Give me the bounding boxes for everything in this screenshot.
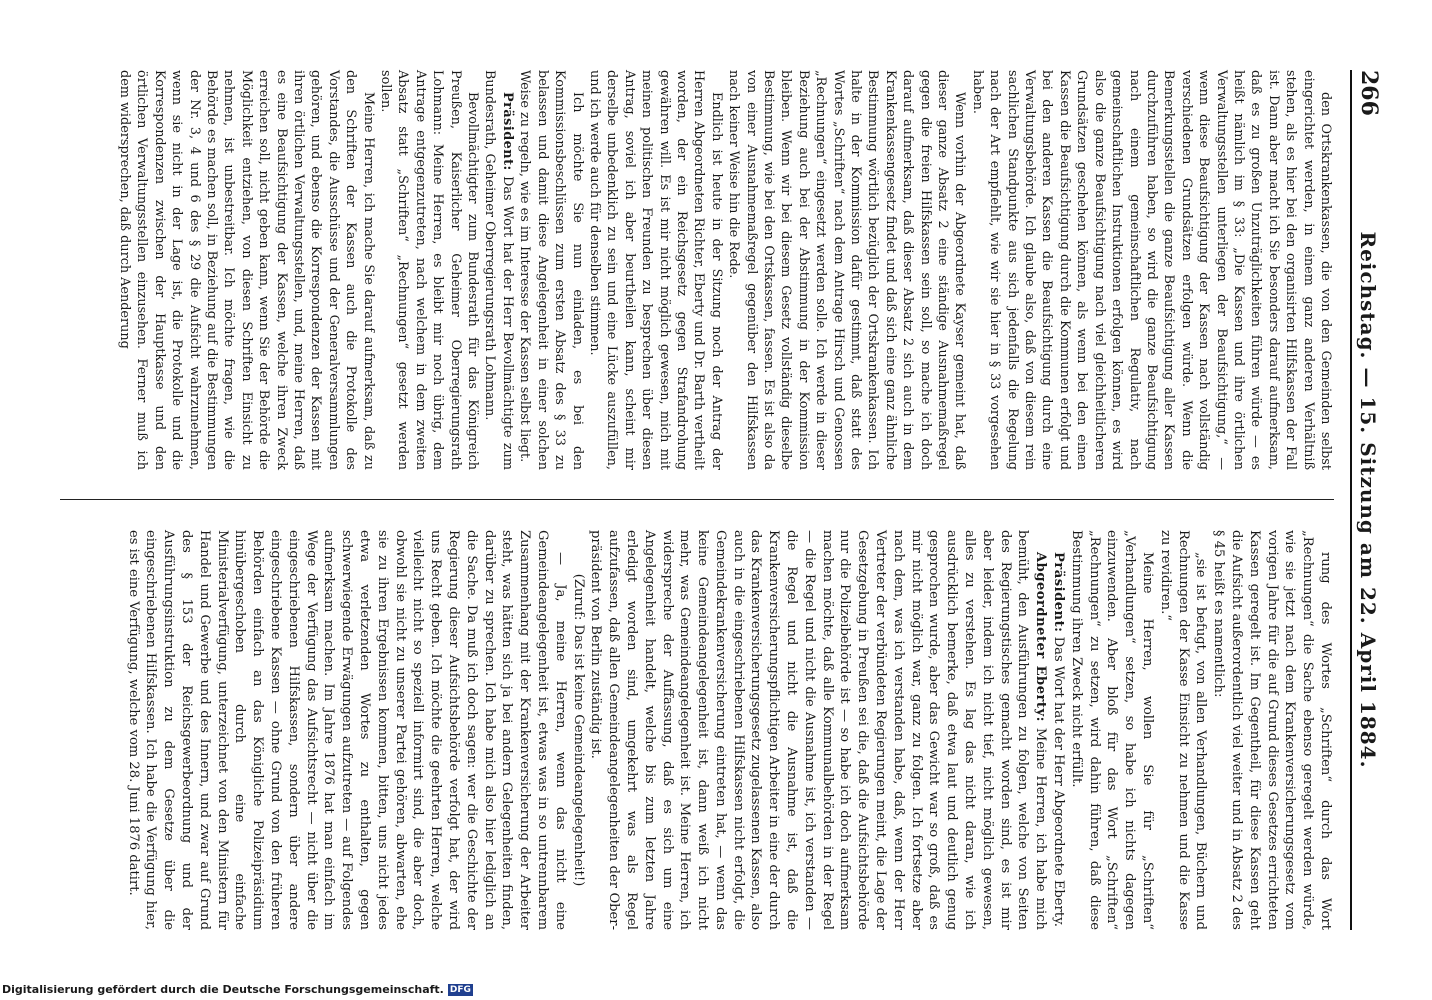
speaker-name: Präsident: bbox=[1051, 552, 1067, 633]
paragraph bbox=[1049, 530, 1067, 930]
paragraph bbox=[587, 530, 1050, 930]
paragraph-text: „sie ist befugt, von allen Verhandlungen, Büchern und Rechnungen der Kasse Einsicht zu nehmen und die Kasse zu revidiren.“ bbox=[1157, 530, 1209, 930]
paragraph bbox=[1156, 530, 1209, 930]
column-divider bbox=[60, 499, 1334, 500]
speaker-name: Präsident: bbox=[499, 92, 515, 171]
paragraph bbox=[725, 70, 969, 470]
credit-text: Digitalisierung gefördert durch die Deutsche Forschungsgemeinschaft. bbox=[2, 983, 444, 996]
paragraph bbox=[124, 530, 569, 930]
paragraph-text: Das Wort hat der Herr Bevollmächtigte zum Bundesrath, Geheimer Oberregierungsrath Lohmann. bbox=[482, 70, 515, 470]
paragraph-text: (Zuruf: Das ist keine Gemeindeangelegenheit!) bbox=[570, 573, 586, 887]
paragraph bbox=[569, 530, 587, 930]
paragraph bbox=[116, 70, 377, 470]
paragraph-text: den Ortskrankenkassen, die von den Gemeinden selbst eingerichtet werden, in einem ganz anderen Verhältniß stehen, als es hier bei den organisirten Hilfskassen der Fall ist. Dann aber macht ich Sie besonders darauf aufmerksam, daß es zu großen Unzuträglichkeiten führen würde — es heißt nämlich im § 33: „Die Kassen und ihre örtlichen Verwaltungsstellen unterliegen der Beaufsichtigung,“ — wenn diese Beaufsichtigung der Kassen nach vollständig verschiedenen Grundsätzen erfolgen würde. Wenn die Bemerkungsstellen die ganze Beaufsichtigung aller Kassen durchzuführen haben, so wird die ganze Beaufsichtigung nach einem gemeinschaftlichen Regulativ, nach gemeinschaftlichen Instruktionen erfolgen können, es wird also die ganze Beaufsichtigung nach viel gleichheitlicheren Grundsätzen geschehen können, als wenn bei den einen Kassen die Beaufsichtigung durch die Kommunen erfolgt und bei den anderen Kassen die Beaufsichtigung durch eine Verwaltungsbehörde. Ich glaube also, daß von diesem rein sachlichen Standpunkte aus sich jedenfalls die Regelung nach der Art empfiehlt, wie wir sie hier in § 33 vorgesehen haben. bbox=[969, 70, 1333, 470]
text-column-left bbox=[60, 70, 1334, 470]
paragraph-text: rung des Wortes „Schriften“ durch das Wort „Rechnungen“ die Sache ebenso geregelt werden würde, wie sie jetzt nach dem Krankenversicherungsgesetz vom vorigen Jahre für die auf Grund dieses Gesetzes errichteten Kassen geregelt ist. Im Gegentheil, für diese Kassen geht die Aufsicht außerordentlich viel weiter und in Absatz 2 des § 45 heißt es namentlich: bbox=[1211, 530, 1333, 930]
paragraph bbox=[516, 70, 586, 470]
paragraph bbox=[1067, 530, 1156, 930]
paragraph bbox=[377, 70, 481, 470]
paragraph bbox=[481, 70, 516, 470]
paragraph-text: Das Wort hat der Herr Abgeordnete Eberty. bbox=[1051, 636, 1067, 927]
digitization-credit bbox=[2, 983, 473, 996]
paragraph bbox=[586, 70, 725, 470]
paragraph bbox=[968, 70, 1334, 470]
dfg-logo: DFG bbox=[449, 985, 471, 995]
paragraph-text: Meine Herren, wollen Sie für „Schriften“ „Verhandlungen“ setzen, so habe ich nichts dagegen einzuwenden. Aber bloß für das Wort „Schriften“ „Rechnungen“ zu setzen, wird dahin führen, daß diese Bestimmung ihren Zweck nicht erfüllt. bbox=[1068, 530, 1156, 930]
paragraph-text: Ich möchte Sie nun einladen, es bei den Kommissionsbeschlüssen zum ersten Absatz des § 33 zu belassen und damit diese Angelegenheit in einer solchen Weise zu regeln, wie es im Interesse der Kassen selbst liegt. bbox=[517, 70, 585, 470]
paragraph-text: — Ja, meine Herren, wenn das nicht eine Gemeindeangelegenheit ist, etwas was in so untrennbarem Zusammenhang mit der Krankenversicherung der Arbeiter steht, was hätten sich ja bei andern Gelegenheiten finden, darüber zu sprechen. Ich habe mich also hier lediglich an die Sache. Da muß ich doch sagen: wer die Geschichte der Regierung dieser Aufsichtsbehörde verfolgt hat, der wird uns Recht geben. Ich möchte die geehrten Herren, welche vielleicht nicht so speziell informirt sind, die aber doch, obwohl sie nicht zu unserer Partei gehören, abwarten, ehe sie zu ihren Ergebnissen kommen, bitten, uns nicht jedes etwa verletzenden Wortes zu enthalten, gegen schwerwiegende Erwägungen aufzutreten — auf Folgendes aufmerksam machen. Im Jahre 1876 hat man einfach im Wege der Verfügung das Aufsichtsrecht — nicht über die eingeschriebenen Hilfskassen, sondern über andere eingeschriebene Kassen — ohne Grund von den früheren Behörden einfach an das Königliche Polizeipräsidium hinübergeschoben durch eine einfache Ministerialverfügung, unterzeichnet von den Ministern für Handel und Gewerbe und des Innern, und zwar auf Grund des § 153 der Reichsgewerbeordnung und der Ausführungsinstruktion zu dem Gesetze über die eingeschriebenen Hilfskassen. Ich habe die Verfügung hier, es ist eine Verfügung, welche vom 28. Juni 1876 datirt. bbox=[125, 530, 568, 930]
page-header bbox=[1350, 70, 1382, 930]
speaker-name: Abgeordneter Eberty: bbox=[1033, 552, 1049, 722]
page-number: 266 bbox=[1356, 70, 1382, 116]
paragraph-text: Bevollmächtigter zum Bundesrath für das Königreich Preußen, Kaiserlicher Geheimer Oberregierungsrath Lohmann: Meine Herren, es bleibt mir noch übrig, dem Antrage entgegenzutreten, nach welchem in dem zweiten Absatz statt „Schriften“ „Rechnungen“ gesetzt werden sollen. bbox=[378, 70, 481, 470]
text-column-right bbox=[60, 530, 1334, 930]
paragraph-text: Endlich ist heute in der Sitzung noch der Antrag der Herren Abgeordneten Richter, Eberty und Dr. Barth vertheilt worden, der ein Reichsgesetz gegen Strafandrohung gewähren will. Es ist mir nicht möglich gewesen, mich mit meinen politischen Freunden zu besprechen über diesen Antrag, soviel ich aber beurtheilen kann, scheint mir derselbe unbedenklich zu sein und eine Lücke auszufüllen, und ich werde auch für denselben stimmen. bbox=[586, 70, 724, 470]
paragraph-text: Meine Herren, ich mache Sie darauf aufmerksam, daß zu den Schriften der Kassen auch die Protokolle des Vorstandes, die Ausschüsse und der Generalversammlungen gehören, und ebenso die Korrespondenzen der Kassen mit ihren örtlichen Verwaltungsstellen, und, meine Herren, daß es eine Beaufsichtigung der Kassen, welche ihren Zweck erreichen soll, nicht geben kann, wenn Sie der Behörde die Möglichkeit entziehen, von diesen Schriften Einsicht zu nehmen, ist unbestreitbar. Ich möchte fragen, wie die Behörde es machen soll, in Beziehung auf die Bestimmungen der Nr. 3, 4 und 6 des § 29 die Aufsicht wahrzunehmen, wenn sie nicht in der Lage ist, die Protokolle und die Korrespondenzen zwischen der Hauptkasse und den örtlichen Verwaltungsstellen einzusehen. Ferner muß ich dem widersprechen, daß durch Aenderung bbox=[116, 70, 376, 470]
paragraph bbox=[1209, 530, 1334, 930]
paragraph-text: Wenn vorhin der Abgeordnete Kayser gemeint hat, daß dieser ganze Absatz 2 eine ständige Ausnahmemaßregel gegen die freien Hilfskassen sein soll, so mache ich doch darauf aufmerksam, daß dieser Absatz 2 sich auch in dem Krankenkassengesetz findet und daß sich eine ganz ähnliche Bestimmung wörtlich bezüglich der Ortskrankenkassen. Ich halte in der Kommission dafür gestimmt, daß statt des Wortes „Schriften“ nach dem Antrage Hirsch und Genossen „Rechnungen“ eingesetzt werden solle. Ich werde in dieser Beziehung auch bei der Abstimmung in der Kommission bleiben. Wenn wir bei diesem Gesetz vollständig dieselbe Bestimmung, wie bei den Ortskassen, fassen. Es ist also da von einer Ausnahmemaßregel gegenüber den Hilfskassen nach keiner Weise hin die Rede. bbox=[726, 70, 968, 470]
running-title: Reichstag. — 15. Sitzung am 22. April 1884. bbox=[1356, 231, 1380, 769]
paragraph-text: Meine Herren, ich habe mich bemüht, den Ausführungen zu folgen, welche von Seiten des Regierungstisches gemacht worden sind, es ist mir aber leider, indem ich nicht tief, nicht möglich gewesen, alles zu verstehen. Es lag das nicht daran, wie ich ausdrücklich bemerke, daß etwa laut und deutlich genug gesprochen wurde, aber das Gewicht war so groß, daß es mir nicht möglich war, ganz zu folgen. Ich fortsetze aber nach dem, was ich verstanden habe, daß, wenn der Herr Vertreter der verbündeten Regierungen meint, die Lage der Gesetzgebung in Preußen sei die, daß die Aufsichtsbehörde nur die Polizeibehörde ist — so habe ich doch aufmerksam machen möchte, daß alle Kommunalbehörden in der Regel — die Regel und nicht die Ausnahme ist, ich verstanden — die Regel und nicht die Ausnahme ist, daß die Krankenversicherungspflichtigen Arbeiter in eine der durch das Krankenversicherungsgesetz zugelassenen Kassen, also auch in die eingeschriebenen Hilfskassen nicht erfolgt, die Gemeindekrankenversicherung eintreten hat, — wenn das keine Gemeindeangelegenheit ist, dann weiß ich nicht mehr, was Gemeindeangelegenheit ist. Meine Herren, ich widerspreche der Auffassung, daß es sich um eine Angelegenheit handelt, welche bis zum letzten Jahre erledigt worden sind, umgekehrt was als Regel aufzufassen, daß allen Gemeindeangelegenheiten der Ober-präsident von Berlin zuständig ist. bbox=[588, 530, 1049, 930]
